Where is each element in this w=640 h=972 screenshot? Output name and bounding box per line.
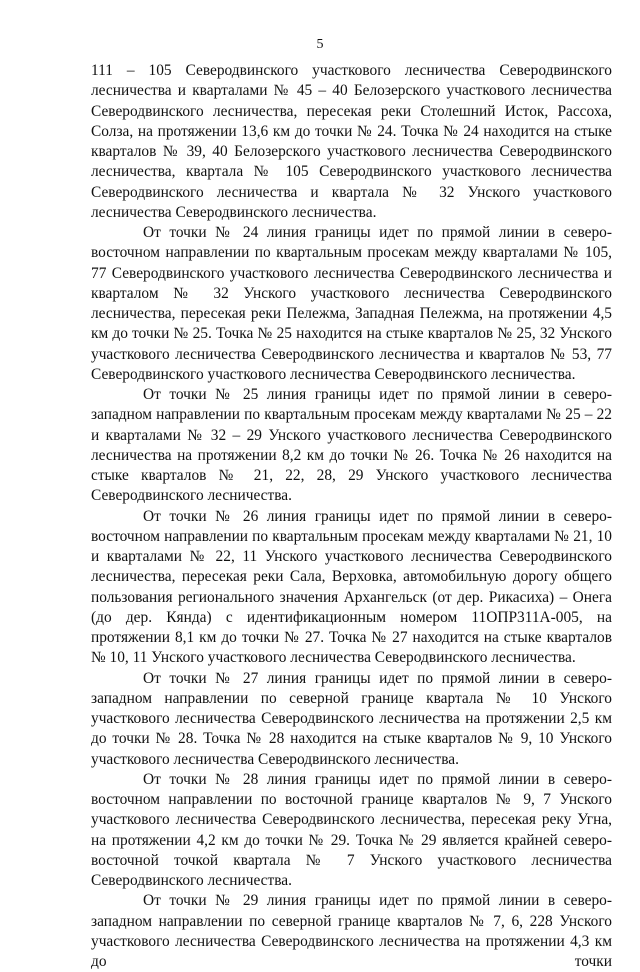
- paragraph-continuation: 111 – 105 Северодвинского участкового лесничества Северодвинского лесничества и кварталами № 45 – 40 Белозерского участкового лесничества Северодвинского лесничества, пересекая реки Столешний Исток, Рассоха, Солза, на протяжении 13,6 км до точки № 24. Точка № 24 находится на стыке кварталов № 39, 40 Белозерского участкового лесничества Северодвинского лесничества, квартала № 105 Северодвинского участкового лесничества Северодвинского лесничества и квартала № 32 Унского участкового лесничества Северодвинского лесничества.: [91, 62, 612, 221]
- paragraph-point-26: От точки № 26 линия границы идет по прямой линии в северо-восточном направлении по квартальным просекам между кварталами № 21, 10 и кварталами № 22, 11 Унского участкового лесничества Северодвинского лесничества, пересекая реки Сала, Верховка, автомобильную дорогу общего пользования регионального значения Архангельск (от дер. Рикасиха) – Онега (до дер. Кянда) с идентификационным номером 11ОПР311А-005, на протяжении 8,1 км до точки № 27. Точка № 27 находится на стыке кварталов № 10, 11 Унского участкового лесничества Северодвинского лесничества.: [91, 507, 612, 667]
- paragraph-point-25: От точки № 25 линия границы идет по прямой линии в северо-западном направлении по квартальным просекам между кварталами № 25 – 22 и кварталами № 32 – 29 Унского участкового лесничества Северодвинского лесничества на протяжении 8,2 км до точки № 26. Точка № 26 находится на стыке кварталов № 21, 22, 28, 29 Унского участкового лесничества Северодвинского лесничества.: [91, 386, 612, 505]
- paragraph-point-29: От точки № 29 линия границы идет по прямой линии в северо-западном направлении по северной границе кварталов № 7, 6, 228 Унского участкового лесничества Северодвинского лесничества на протяжении 4,3 км до точки: [91, 892, 612, 970]
- page-number: 5: [316, 37, 324, 52]
- document-body: [91, 61, 612, 972]
- paragraph-point-24: От точки № 24 линия границы идет по прямой линии в северо-восточном направлении по квартальным просекам между кварталами № 105, 77 Северодвинского участкового лесничества Северодвинского лесничества и кварталом № 32 Унского участкового лесничества Северодвинского лесничества, пересекая реки Пележма, Западная Пележма, на протяжении 4,5 км до точки № 25. Точка № 25 находится на стыке кварталов № 25, 32 Унского участкового лесничества Северодвинского лесничества и кварталов № 53, 77 Северодвинского участкового лесничества Северодвинского лесничества.: [91, 224, 612, 383]
- paragraph-point-27: От точки № 27 линия границы идет по прямой линии в северо-западном направлении по северной границе квартала № 10 Унского участкового лесничества Северодвинского лесничества на протяжении 2,5 км до точки № 28. Точка № 28 находится на стыке кварталов № 9, 10 Унского участкового лесничества Северодвинского лесничества.: [91, 669, 612, 768]
- paragraph-point-28: От точки № 28 линия границы идет по прямой линии в северо-восточном направлении по восточной границе кварталов № 9, 7 Унского участкового лесничества Северодвинского лесничества, пересекая реку Угна, на протяжении 4,2 км до точки № 29. Точка № 29 является крайней северо-восточной точкой квартала № 7 Унского участкового лесничества Северодвинского лесничества.: [91, 770, 612, 889]
